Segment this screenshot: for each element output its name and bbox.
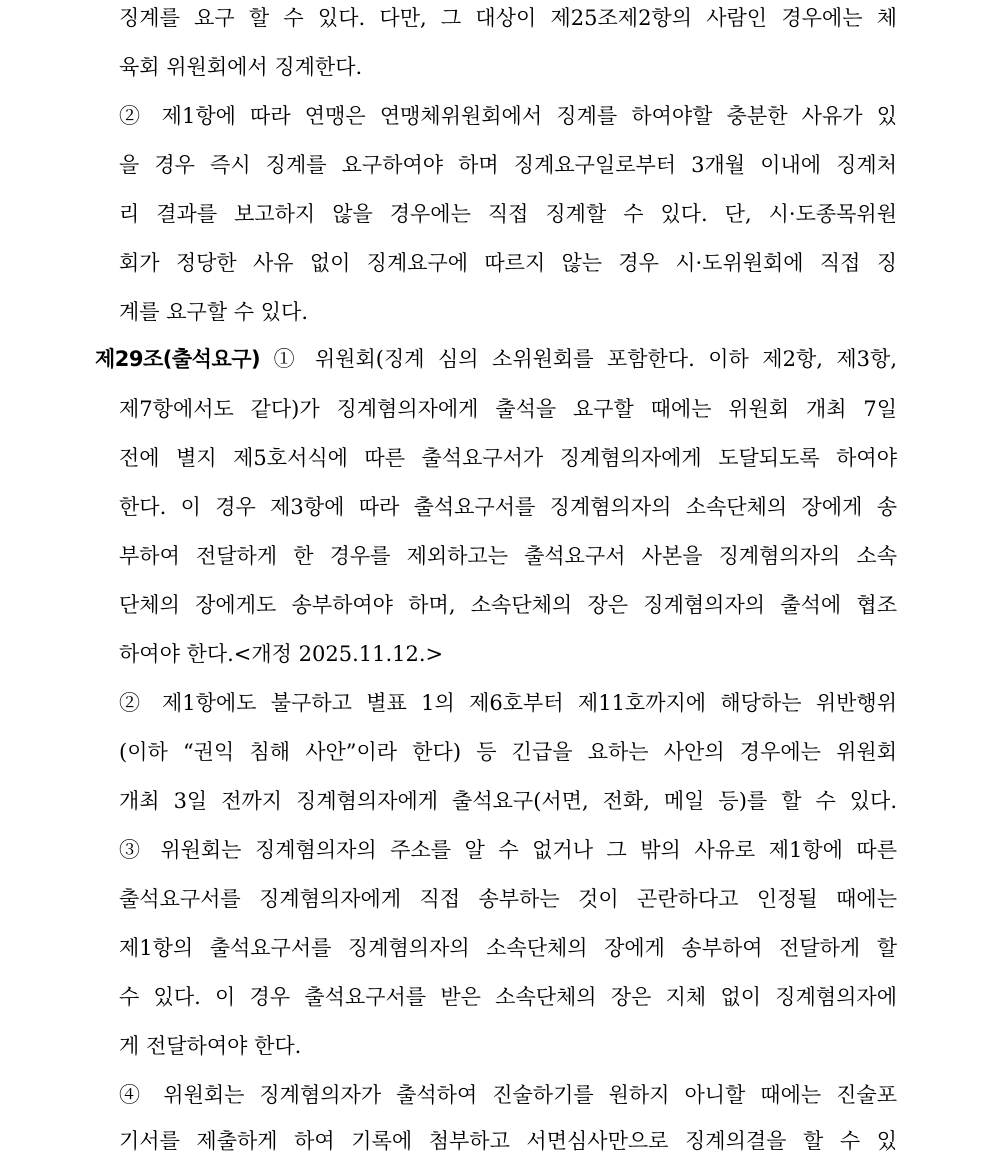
text-line: ② 제1항에 따라 연맹은 연맹체위원회에서 징계를 하여야할 충분한 사유가 있 bbox=[119, 104, 897, 128]
text-line: 한다. 이 경우 제3항에 따라 출석요구서를 징계혐의자의 소속단체의 장에게 송 bbox=[119, 495, 897, 519]
text-line: 징계를 요구 할 수 있다. 다만, 그 대상이 제25조제2항의 사람인 경우에는 체 bbox=[119, 6, 897, 30]
text-line: 육회 위원회에서 징계한다. bbox=[119, 55, 363, 79]
text-line: 하여야 한다.<개정 2025.11.12.> bbox=[119, 642, 444, 666]
text-line: 제1항의 출석요구서를 징계혐의자의 소속단체의 장에게 송부하여 전달하게 할 bbox=[119, 936, 897, 960]
text-line: 단체의 장에게도 송부하여야 하며, 소속단체의 장은 징계혐의자의 출석에 협조 bbox=[119, 593, 897, 617]
text-line: 개최 3일 전까지 징계혐의자에게 출석요구(서면, 전화, 메일 등)를 할 수 있다. bbox=[119, 789, 897, 813]
text-line: 회가 정당한 사유 없이 징계요구에 따르지 않는 경우 시·도위원회에 직접 징 bbox=[119, 251, 897, 275]
article-29-first-line bbox=[95, 344, 897, 374]
text-line: ④ 위원회는 징계혐의자가 출석하여 진술하기를 원하지 아니할 때에는 진술포 bbox=[119, 1083, 897, 1107]
article-title: 제29조(출석요구) bbox=[95, 347, 261, 371]
text-line: ② 제1항에도 불구하고 별표 1의 제6호부터 제11호까지에 해당하는 위반행위 bbox=[119, 691, 897, 715]
text-line: 계를 요구할 수 있다. bbox=[119, 300, 308, 324]
text-line: 부하여 전달하게 한 경우를 제외하고는 출석요구서 사본을 징계혐의자의 소속 bbox=[119, 544, 897, 568]
text-line: 게 전달하여야 한다. bbox=[119, 1034, 302, 1058]
text-line: (이하 “권익 침해 사안”이라 한다) 등 긴급을 요하는 사안의 경우에는 위원회 bbox=[119, 740, 897, 764]
text-line: 출석요구서를 징계혐의자에게 직접 송부하는 것이 곤란하다고 인정될 때에는 bbox=[119, 887, 897, 911]
text-line: 리 결과를 보고하지 않을 경우에는 직접 징계할 수 있다. 단, 시·도종목위원 bbox=[119, 202, 897, 226]
text-line: 기서를 제출하게 하여 기록에 첨부하고 서면심사만으로 징계의결을 할 수 있 bbox=[119, 1129, 897, 1153]
article-first-line-text: ① 위원회(징계 심의 소위원회를 포함한다. 이하 제2항, 제3항, bbox=[260, 347, 897, 371]
text-line: 수 있다. 이 경우 출석요구서를 받은 소속단체의 장은 지체 없이 징계혐의자에 bbox=[119, 985, 897, 1009]
text-line: ③ 위원회는 징계혐의자의 주소를 알 수 없거나 그 밖의 사유로 제1항에 따른 bbox=[119, 838, 897, 862]
text-line: 제7항에서도 같다)가 징계혐의자에게 출석을 요구할 때에는 위원회 개최 7일 bbox=[119, 397, 897, 421]
text-line: 을 경우 즉시 징계를 요구하여야 하며 징계요구일로부터 3개월 이내에 징계처 bbox=[119, 153, 897, 177]
text-line: 전에 별지 제5호서식에 따른 출석요구서가 징계혐의자에게 도달되도록 하여야 bbox=[119, 446, 897, 470]
